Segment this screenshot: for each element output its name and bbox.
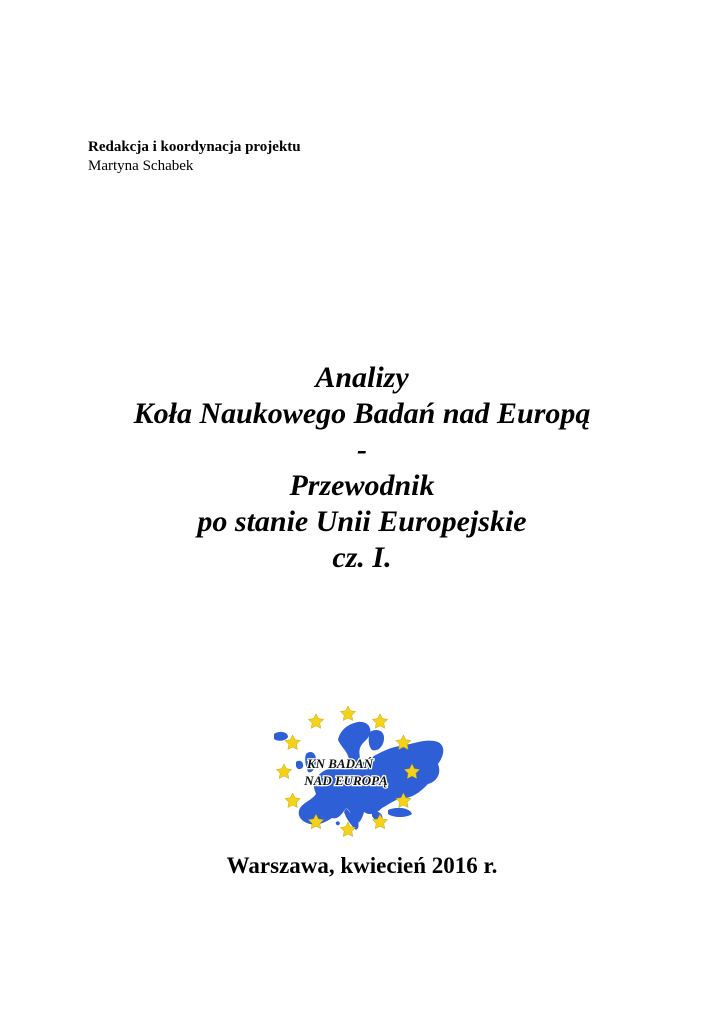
title-line-5: po stanie Unii Europejskie bbox=[197, 505, 527, 538]
logo-text-line-2: NAD EUROPĄ bbox=[304, 773, 388, 788]
document-title bbox=[0, 360, 724, 576]
europe-map-logo-icon bbox=[266, 704, 452, 844]
editorial-credits bbox=[88, 138, 301, 176]
star-icon bbox=[276, 764, 291, 778]
star-icon bbox=[285, 793, 300, 807]
title-line-6: cz. I. bbox=[332, 541, 392, 574]
title-line-2: Koła Naukowego Badań nad Europą bbox=[133, 397, 591, 430]
logo-text-line-1: KN BADAŃ bbox=[306, 756, 374, 771]
credits-name: Martyna Schabek bbox=[88, 158, 194, 174]
star-icon bbox=[308, 714, 323, 728]
kn-logo bbox=[266, 704, 452, 844]
credits-role: Redakcja i koordynacja projektu bbox=[88, 139, 301, 155]
place-date: Warszawa, kwiecień 2016 r. bbox=[226, 853, 498, 878]
star-icon bbox=[372, 714, 387, 728]
title-line-4: Przewodnik bbox=[289, 469, 435, 502]
title-line-3: - bbox=[357, 433, 367, 466]
star-icon bbox=[340, 706, 355, 720]
title-line-1: Analizy bbox=[315, 361, 409, 394]
